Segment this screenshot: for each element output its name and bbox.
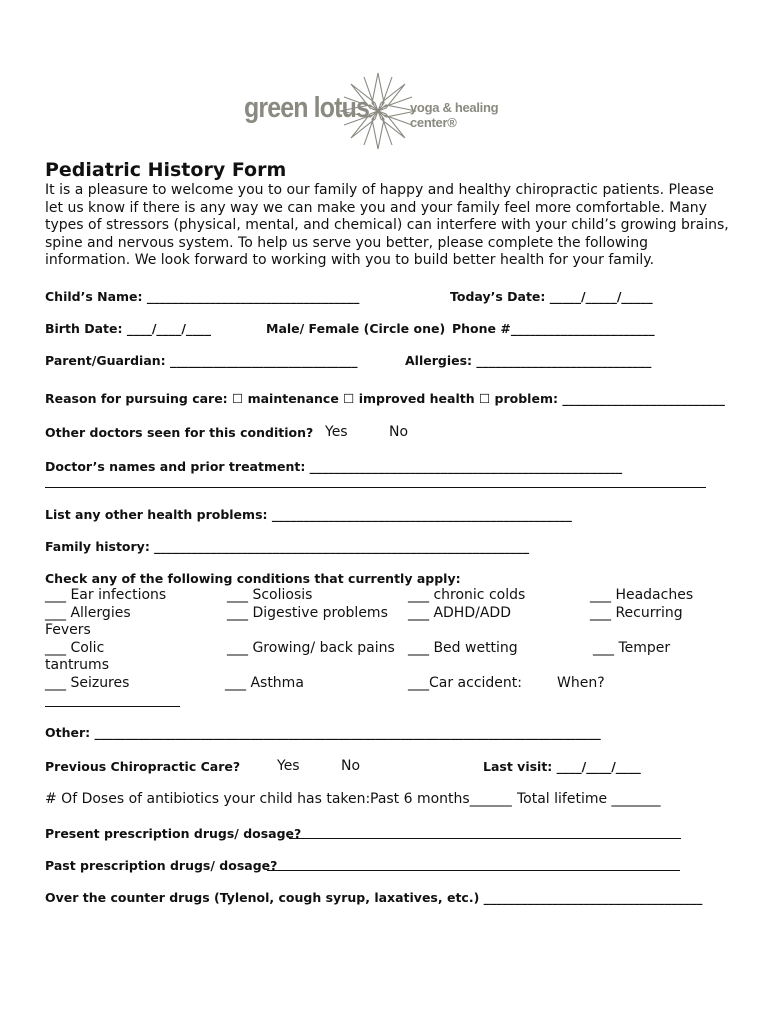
reason-for-care-field[interactable]: Reason for pursuing care: ☐ maintenance ☐ improved health ☐ problem: __________________________ bbox=[45, 391, 725, 406]
present-rx-line[interactable] bbox=[289, 838, 681, 839]
condition-chronic-colds[interactable]: ___ chronic colds bbox=[408, 587, 526, 603]
parent-guardian-field[interactable]: Parent/Guardian: ______________________________ bbox=[45, 353, 358, 368]
past-rx-line[interactable] bbox=[267, 870, 680, 871]
condition-adhd[interactable]: ___ ADHD/ADD bbox=[408, 605, 511, 621]
condition-ear-infections[interactable]: ___ Ear infections bbox=[45, 587, 167, 603]
intro-paragraph: It is a pleasure to welcome you to our family of happy and healthy chiropractic patients. Please let us know if there is any way we can make you and your family feel more comfortable. Many types of stressors (physical, mental, and chemical) can interfere with your child’s growing brains, spine and nervous system. To help us serve you better, please complete the following information. We look forward to working with you to build better health for your family. bbox=[45, 182, 729, 269]
condition-headaches[interactable]: ___ Headaches bbox=[590, 587, 694, 603]
car-accident-when-line[interactable] bbox=[45, 706, 180, 707]
condition-recurring-fevers[interactable]: ___ Recurring bbox=[590, 605, 683, 621]
other-doctors-question: Other doctors seen for this condition? bbox=[45, 425, 314, 440]
condition-car-accident[interactable]: ___Car accident: bbox=[408, 675, 523, 691]
antibiotics-past-6-months[interactable]: Past 6 months______ bbox=[370, 791, 512, 807]
other-doctors-no[interactable]: No bbox=[389, 424, 409, 440]
condition-fevers-wrap: Fevers bbox=[45, 622, 91, 638]
condition-temper-tantrums[interactable]: ___ Temper bbox=[593, 640, 671, 656]
phone-field[interactable]: Phone #_______________________ bbox=[452, 321, 655, 336]
last-visit-field[interactable]: Last visit: ____/____/____ bbox=[483, 759, 641, 774]
doctors-names-field[interactable]: Doctor’s names and prior treatment: __________________________________________________ bbox=[45, 459, 623, 474]
previous-chiro-yes[interactable]: Yes bbox=[277, 758, 300, 774]
logo-name: green lotus bbox=[244, 92, 369, 124]
page-title: Pediatric History Form bbox=[45, 159, 287, 181]
logo bbox=[240, 72, 530, 152]
birth-date-field[interactable]: Birth Date: ____/____/____ bbox=[45, 321, 211, 336]
other-doctors-yes[interactable]: Yes bbox=[325, 424, 348, 440]
condition-bed-wetting[interactable]: ___ Bed wetting bbox=[408, 640, 518, 656]
other-field[interactable]: Other: _________________________________________________________________________________ bbox=[45, 725, 601, 740]
condition-digestive-problems[interactable]: ___ Digestive problems bbox=[227, 605, 388, 621]
lotus-star-icon bbox=[338, 70, 418, 152]
logo-tagline: yoga & healing center® bbox=[410, 100, 499, 130]
allergies-field[interactable]: Allergies: ____________________________ bbox=[405, 353, 652, 368]
otc-drugs-field[interactable]: Over the counter drugs (Tylenol, cough syrup, laxatives, etc.) ___________________________________ bbox=[45, 890, 703, 905]
childs-name-field[interactable]: Child’s Name: __________________________________ bbox=[45, 289, 360, 304]
previous-chiro-no[interactable]: No bbox=[341, 758, 361, 774]
past-rx-question: Past prescription drugs/ dosage? bbox=[45, 858, 278, 873]
antibiotics-question: # Of Doses of antibiotics your child has taken: bbox=[45, 791, 371, 807]
condition-asthma[interactable]: ___ Asthma bbox=[225, 675, 304, 691]
condition-colic[interactable]: ___ Colic bbox=[45, 640, 105, 656]
antibiotics-total-lifetime[interactable]: Total lifetime _______ bbox=[517, 791, 661, 807]
doctors-names-line-2[interactable] bbox=[45, 487, 706, 488]
condition-allergies[interactable]: ___ Allergies bbox=[45, 605, 131, 621]
car-accident-when: When? bbox=[557, 675, 605, 691]
condition-growing-back-pains[interactable]: ___ Growing/ back pains bbox=[227, 640, 395, 656]
condition-scoliosis[interactable]: ___ Scoliosis bbox=[227, 587, 313, 603]
present-rx-question: Present prescription drugs/ dosage? bbox=[45, 826, 302, 841]
condition-tantrums-wrap: tantrums bbox=[45, 657, 109, 673]
other-health-problems-field[interactable]: List any other health problems: ________________________________________________ bbox=[45, 507, 572, 522]
previous-chiro-question: Previous Chiropractic Care? bbox=[45, 759, 241, 774]
todays-date-field[interactable]: Today’s Date: _____/_____/_____ bbox=[450, 289, 653, 304]
condition-seizures[interactable]: ___ Seizures bbox=[45, 675, 130, 691]
conditions-heading: Check any of the following conditions that currently apply: bbox=[45, 571, 461, 586]
family-history-field[interactable]: Family history: ____________________________________________________________ bbox=[45, 539, 530, 554]
gender-circle-one[interactable]: Male/ Female (Circle one) bbox=[266, 321, 446, 336]
